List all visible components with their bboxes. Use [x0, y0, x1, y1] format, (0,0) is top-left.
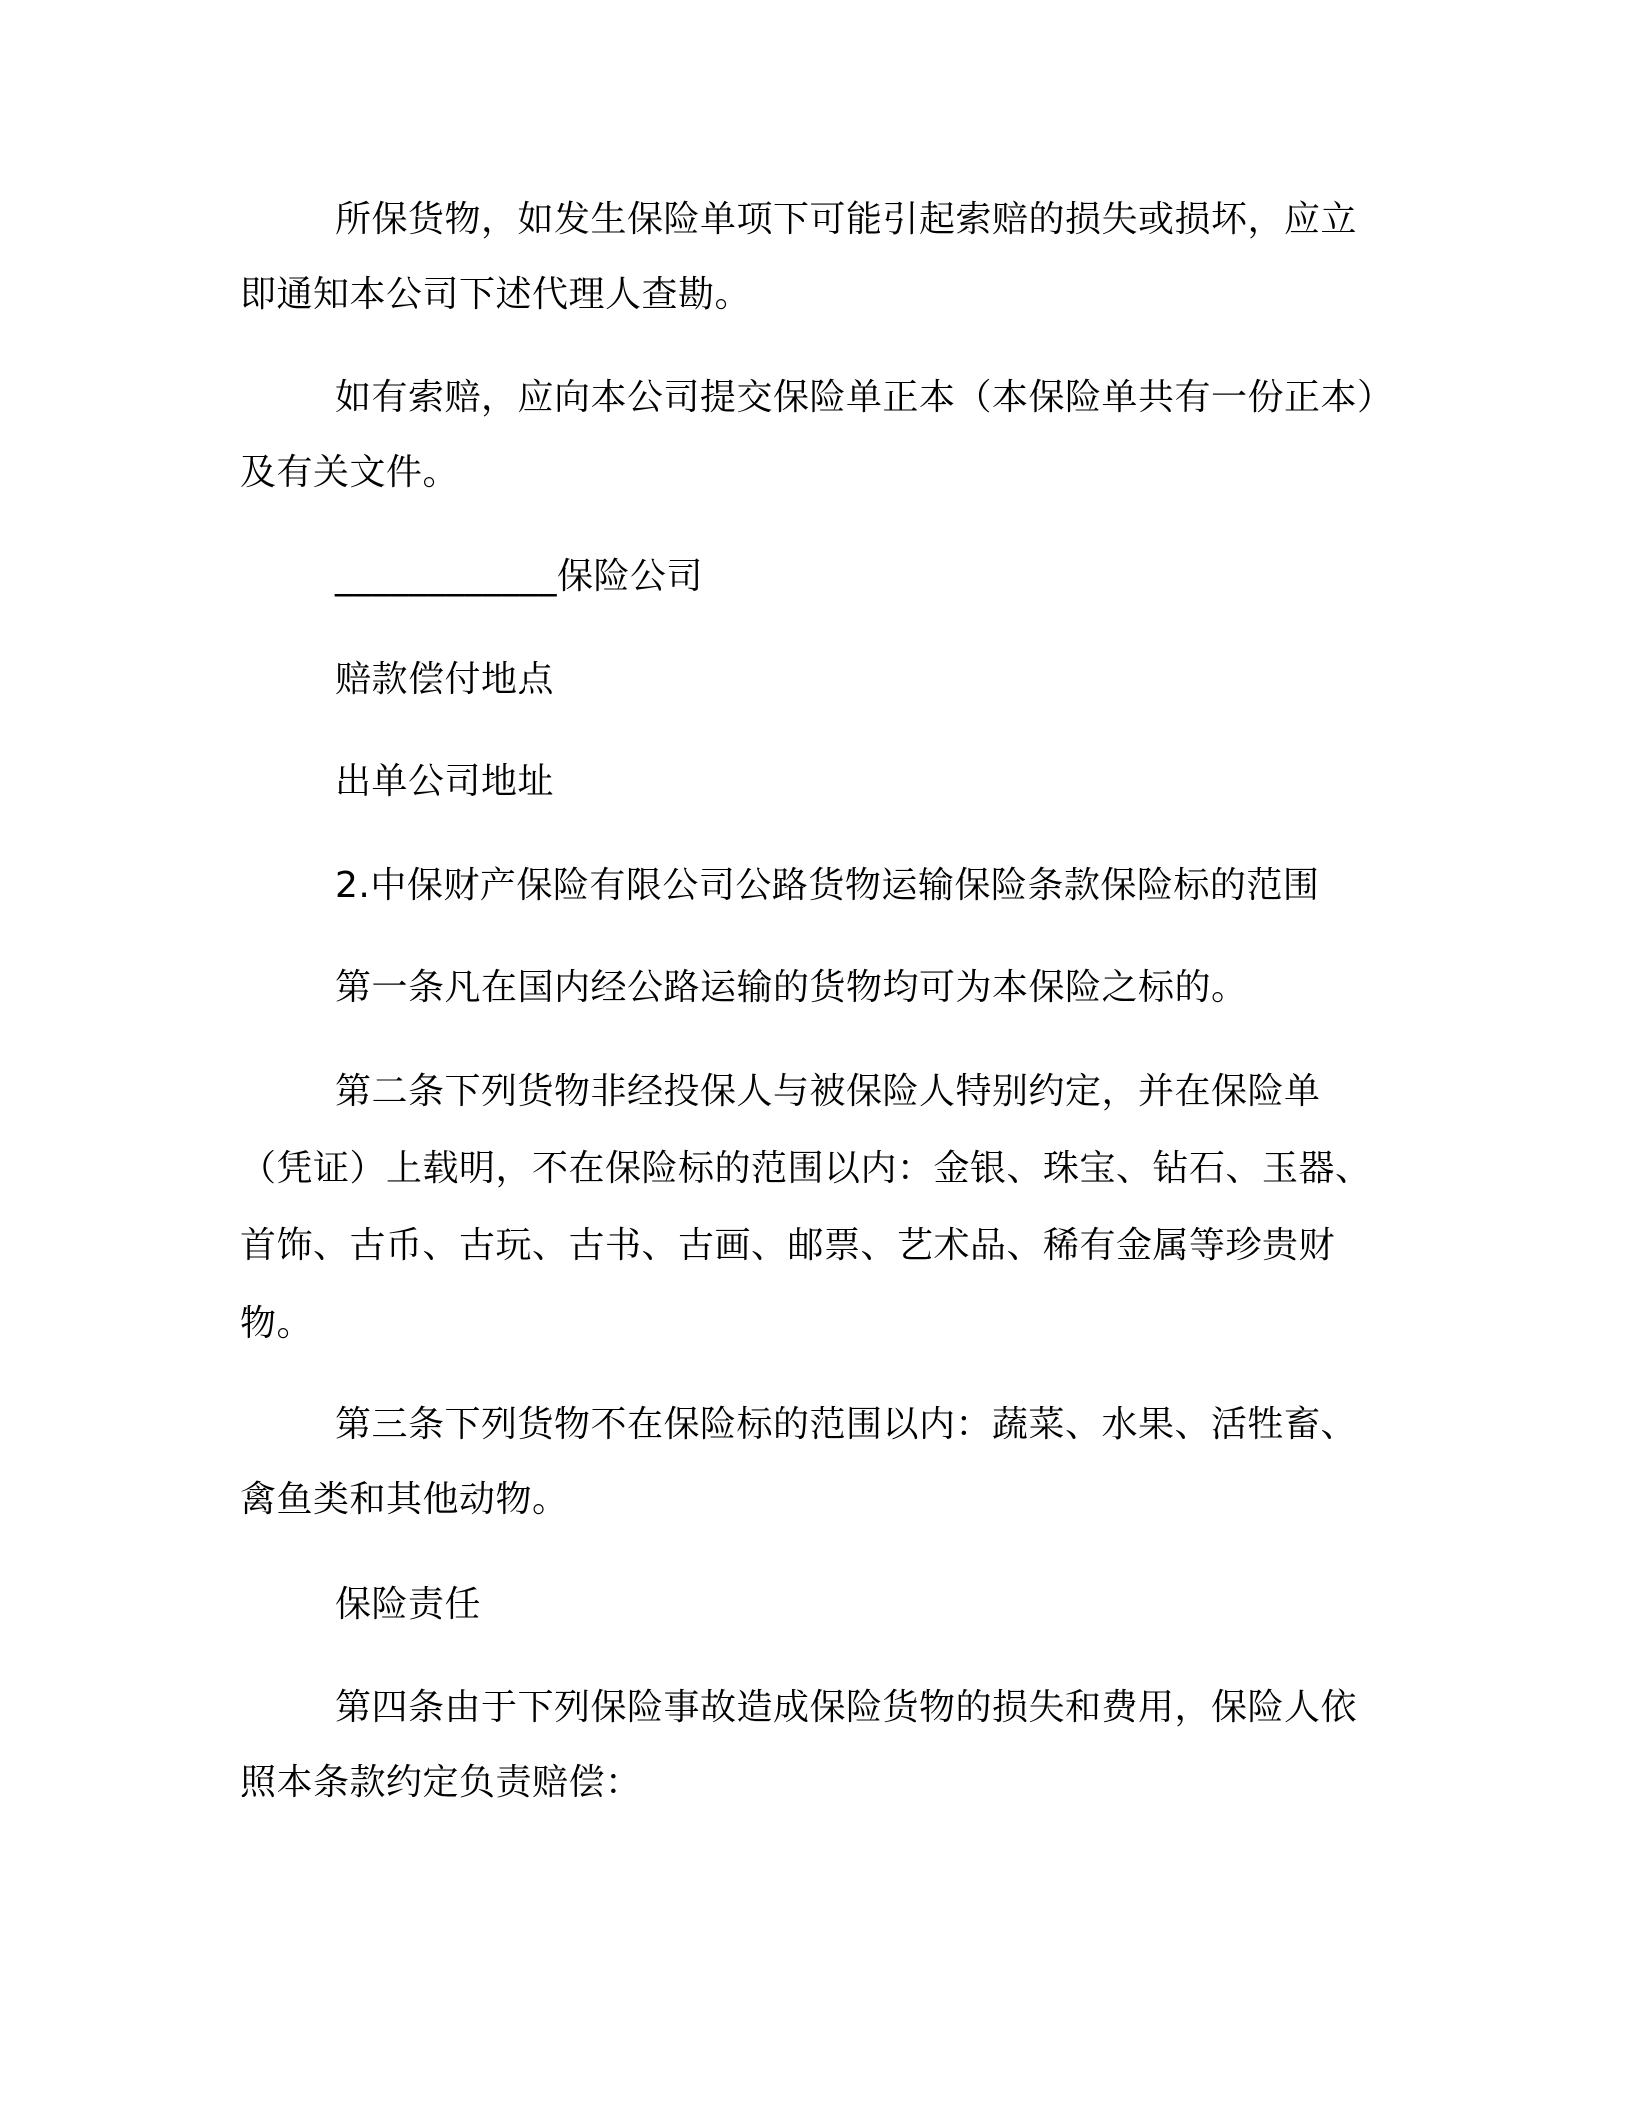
article-3-line-2: 禽鱼类和其他动物。 — [240, 1479, 569, 1520]
article-2-line-1: 第二条下列货物非经投保人与被保险人特别约定，并在保险单 — [335, 1071, 1321, 1112]
paragraph-2-line-1: 如有索赔，应向本公司提交保险单正本（本保险单共有一份正本） — [335, 377, 1394, 418]
article-2-line-2: （凭证）上载明，不在保险标的范围以内：金银、珠宝、钻石、玉器、 — [240, 1148, 1372, 1189]
article-4-line-2: 照本条款约定负责赔偿： — [240, 1762, 642, 1803]
claim-payment-place-label: 赔款偿付地点 — [335, 659, 555, 700]
article-2-line-4: 物。 — [240, 1303, 314, 1344]
paragraph-1-line-2: 即通知本公司下述代理人查勘。 — [240, 274, 752, 315]
article-4-line-1: 第四条由于下列保险事故造成保险货物的损失和费用，保险人依 — [335, 1687, 1358, 1728]
article-1: 第一条凡在国内经公路运输的货物均可为本保险之标的。 — [335, 967, 1248, 1008]
article-2-line-3: 首饰、古币、古玩、古书、古画、邮票、艺术品、稀有金属等珍贵财 — [240, 1225, 1336, 1266]
section-heading: 2.中保财产保险有限公司公路货物运输保险条款保险标的范围 — [335, 865, 1320, 906]
paragraph-2-line-2: 及有关文件。 — [240, 452, 460, 493]
insurance-company-line: ____________保险公司 — [335, 556, 704, 597]
issuing-company-address-label: 出单公司地址 — [335, 761, 555, 802]
paragraph-1-line-1: 所保货物，如发生保险单项下可能引起索赔的损失或损坏，应立 — [335, 199, 1358, 240]
article-3-line-1: 第三条下列货物不在保险标的范围以内：蔬菜、水果、活牲畜、 — [335, 1404, 1358, 1445]
insurance-liability-heading: 保险责任 — [335, 1584, 482, 1625]
